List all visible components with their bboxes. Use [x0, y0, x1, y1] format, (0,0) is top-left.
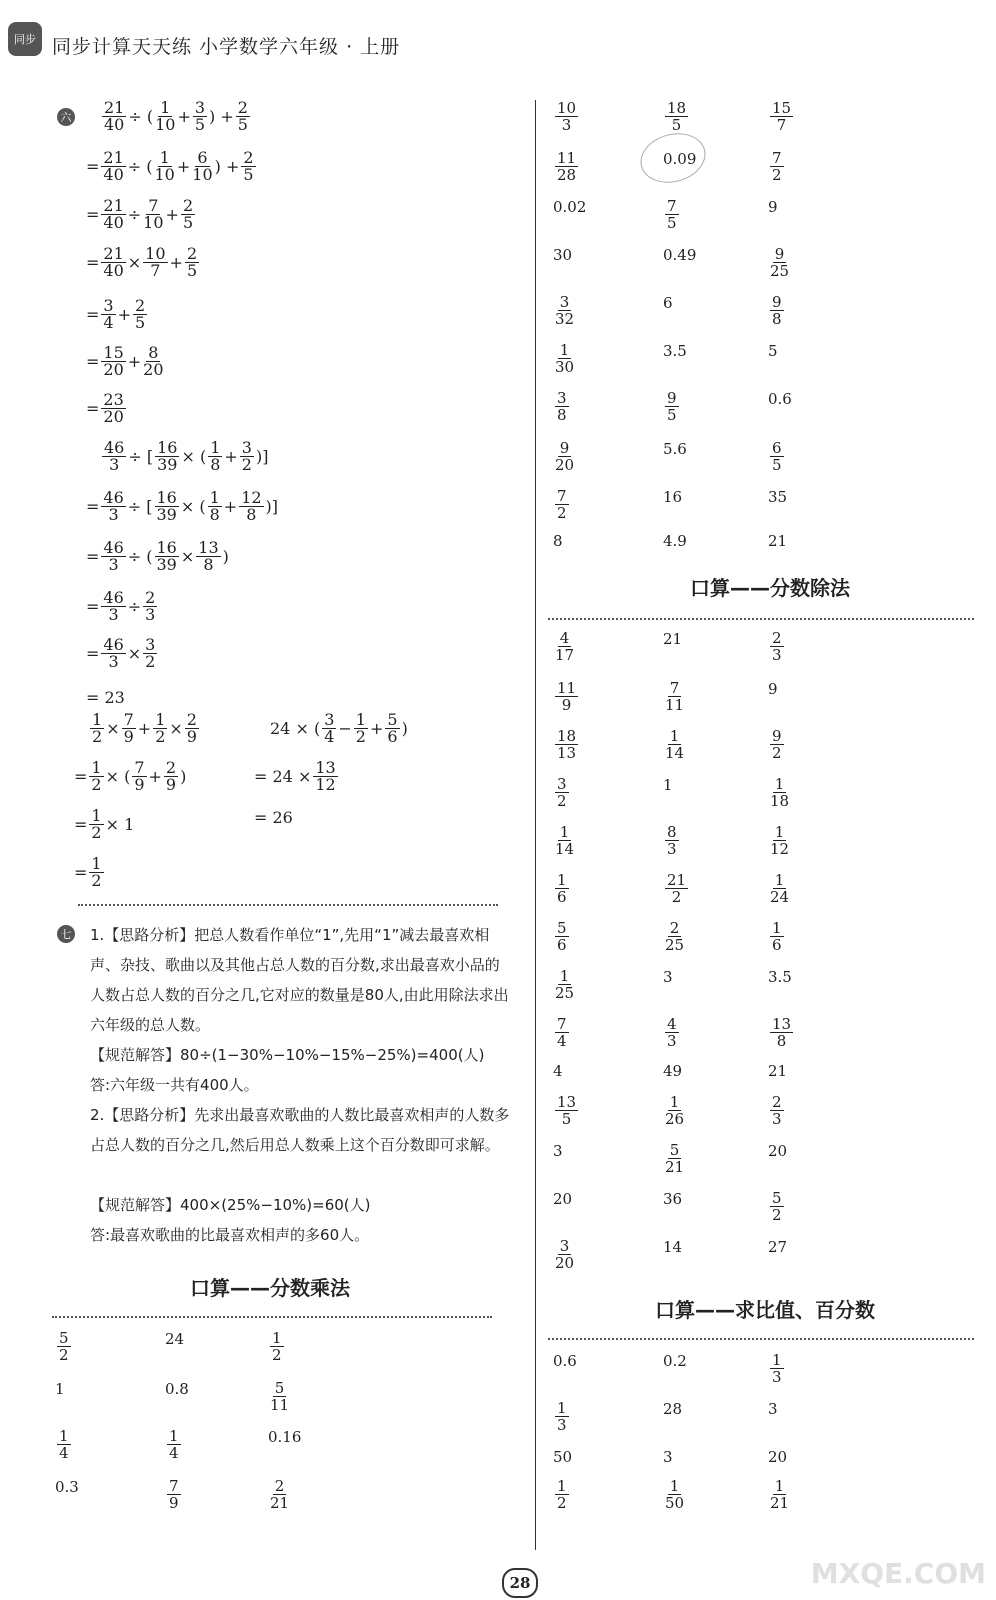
solution-text: 2.【思路分析】先求出最喜欢歌曲的人数比最喜欢相声的人数多占总人数的百分之几,然后用总人数乘上这个百分数即可求解。 — [90, 1106, 510, 1154]
answer-cell: 27 — [768, 1238, 788, 1256]
answer-cell: 3.5 — [768, 968, 792, 986]
answer-cell: 21 — [663, 630, 683, 648]
answer-cell: $\frac{13}{8}$ — [772, 1015, 792, 1050]
answer-cell: $\frac{2}{25}$ — [665, 919, 685, 954]
calc-line: = 21 40 ÷ 7 10 + 2 5 — [86, 196, 194, 232]
dotted-divider — [52, 1316, 492, 1318]
answer-cell: 0.3 — [55, 1478, 79, 1496]
answer-cell: $\frac{3}{8}$ — [557, 389, 567, 424]
answer-cell: $\frac{7}{9}$ — [169, 1477, 179, 1512]
solution-text: 1.【思路分析】把总人数看作单位“1”,先用“1”减去最喜欢相声、杂技、歌曲以及其他占总人数的百分数,求出最喜欢小品的人数占总人数的百分之几,它对应的数量是80人,由此用除法求出六年级的总人数。 — [90, 926, 509, 1034]
answer-cell: 3 — [663, 968, 673, 986]
answer-cell: 6 — [663, 294, 673, 312]
answer-cell: $\frac{9}{5}$ — [667, 389, 677, 424]
calc-line: 24 × ( 3 4 − 1 2 + 5 6 ) — [270, 710, 408, 746]
answer-cell: 21 — [768, 532, 788, 550]
answer-cell: 16 — [663, 488, 683, 506]
answer-cell: $\frac{10}{3}$ — [557, 99, 577, 134]
calc-line: = 21 40 × 10 7 + 2 5 — [86, 244, 198, 280]
solution-text: 答:六年级一共有400人。 — [90, 1076, 259, 1094]
answer-cell: $\frac{6}{5}$ — [772, 439, 782, 474]
answer-cell: $\frac{9}{25}$ — [770, 245, 790, 280]
answer-cell: $\frac{1}{21}$ — [770, 1477, 790, 1512]
answer-cell: $\frac{1}{14}$ — [555, 823, 575, 858]
calc-line: = 23 20 — [86, 390, 124, 426]
answer-cell: 8 — [553, 532, 563, 550]
calc-line: = 46 3 ÷ [ 16 39 × ( 1 8 + 12 8 )] — [86, 488, 279, 524]
answer-cell: $\frac{9}{8}$ — [772, 293, 782, 328]
stamp-mark — [635, 126, 711, 189]
answer-cell: 20 — [768, 1448, 788, 1466]
calc-line: = 1 2 × 1 — [74, 806, 135, 842]
answer-cell: 4 — [553, 1062, 563, 1080]
answer-cell: $\frac{1}{14}$ — [665, 727, 685, 762]
watermark: MXQE.COM — [810, 1557, 986, 1590]
calc-line: 21 40 ÷ ( 1 10 + 3 5 ) + 2 5 — [104, 98, 248, 134]
answer-cell: 5.6 — [663, 440, 687, 458]
answer-cell: 0.6 — [768, 390, 792, 408]
calc-line: = 3 4 + 2 5 — [86, 296, 146, 332]
answer-cell: $\frac{1}{18}$ — [770, 775, 790, 810]
answer-cell: $\frac{18}{5}$ — [667, 99, 687, 134]
calc-line: 1 2 × 7 9 + 1 2 × 2 9 — [92, 710, 197, 746]
answer-cell: 0.02 — [553, 198, 587, 216]
dotted-divider — [548, 618, 974, 620]
answer-cell: $\frac{4}{17}$ — [555, 629, 575, 664]
calc-line: = 21 40 ÷ ( 1 10 + 6 10 ) + 2 5 — [86, 148, 254, 184]
answer-cell: $\frac{21}{2}$ — [667, 871, 687, 906]
answer-cell: $\frac{1}{50}$ — [665, 1477, 685, 1512]
answer-cell: 20 — [768, 1142, 788, 1160]
answer-cell: $\frac{8}{3}$ — [667, 823, 677, 858]
answer-cell: $\frac{1}{24}$ — [770, 871, 790, 906]
answer-cell: $\frac{5}{6}$ — [557, 919, 567, 954]
answer-cell: $\frac{1}{26}$ — [665, 1093, 685, 1128]
answer-cell: 35 — [768, 488, 788, 506]
answer-cell: $\frac{5}{2}$ — [59, 1329, 69, 1364]
answer-cell: $\frac{11}{28}$ — [557, 149, 577, 184]
calc-line: 46 3 ÷ [ 16 39 × ( 1 8 + 3 2 )] — [104, 438, 269, 474]
answer-cell: 1 — [55, 1380, 65, 1398]
calc-line: = 23 — [86, 688, 125, 707]
answer-cell: $\frac{7}{2}$ — [772, 149, 782, 184]
answer-cell: $\frac{7}{4}$ — [557, 1015, 567, 1050]
section-marker: 六 — [57, 108, 75, 126]
calc-line: = 46 3 × 3 2 — [86, 635, 156, 671]
answer-cell: 30 — [553, 246, 573, 264]
answer-cell: $\frac{1}{4}$ — [59, 1427, 69, 1462]
answer-cell: 1 — [663, 776, 673, 794]
answer-cell: 0.16 — [268, 1428, 302, 1446]
answer-cell: 5 — [768, 342, 778, 360]
page-header — [0, 0, 996, 90]
answer-cell: 14 — [663, 1238, 683, 1256]
calc-line: = 46 3 ÷ 2 3 — [86, 588, 156, 624]
section-title: 口算——分数乘法 — [190, 1276, 350, 1300]
solution-text: 答:最喜欢歌曲的比最喜欢相声的多60人。 — [90, 1226, 370, 1244]
answer-cell: $\frac{9}{2}$ — [772, 727, 782, 762]
answer-cell: $\frac{9}{20}$ — [555, 439, 575, 474]
answer-cell: 20 — [553, 1190, 573, 1208]
answer-cell: 9 — [768, 680, 778, 698]
answer-cell: $\frac{7}{2}$ — [557, 487, 567, 522]
answer-cell: $\frac{2}{3}$ — [772, 1093, 782, 1128]
calc-line: = 15 20 + 8 20 — [86, 343, 164, 379]
answer-cell: $\frac{2}{3}$ — [772, 629, 782, 664]
answer-cell: 3 — [768, 1400, 778, 1418]
answer-cell: 3 — [663, 1448, 673, 1466]
page-number: 28 — [502, 1568, 538, 1598]
answer-cell: $\frac{1}{25}$ — [555, 967, 575, 1002]
column-divider — [535, 100, 536, 1550]
answer-cell: $\frac{1}{3}$ — [772, 1351, 782, 1386]
answer-cell: $\frac{1}{2}$ — [272, 1329, 282, 1364]
answer-cell: $\frac{13}{5}$ — [557, 1093, 577, 1128]
answer-cell: $\frac{3}{32}$ — [555, 293, 575, 328]
answer-cell: $\frac{1}{3}$ — [557, 1399, 567, 1434]
answer-cell: $\frac{5}{11}$ — [270, 1379, 290, 1414]
answer-cell: $\frac{1}{4}$ — [169, 1427, 179, 1462]
answer-cell: $\frac{11}{9}$ — [557, 679, 577, 714]
answer-cell: 0.8 — [165, 1380, 189, 1398]
answer-cell: $\frac{5}{21}$ — [665, 1141, 685, 1176]
answer-cell: $\frac{1}{6}$ — [557, 871, 567, 906]
answer-cell: $\frac{1}{2}$ — [557, 1477, 567, 1512]
answer-cell: 50 — [553, 1448, 573, 1466]
answer-cell: 3.5 — [663, 342, 687, 360]
solution-text: 【规范解答】80÷(1−30%−10%−15%−25%)=400(人) — [90, 1046, 485, 1064]
header-title: 同步计算天天练 小学数学六年级 · 上册 — [52, 36, 401, 58]
dotted-divider — [548, 1338, 974, 1340]
solution-text: 【规范解答】400×(25%−10%)=60(人) — [90, 1196, 371, 1214]
dotted-divider — [78, 904, 498, 906]
answer-cell: $\frac{15}{7}$ — [772, 99, 792, 134]
answer-cell: $\frac{2}{21}$ — [270, 1477, 290, 1512]
answer-cell: $\frac{4}{3}$ — [667, 1015, 677, 1050]
calc-line: = 24 × 13 12 — [254, 758, 336, 794]
answer-cell: 28 — [663, 1400, 683, 1418]
answer-cell: $\frac{5}{2}$ — [772, 1189, 782, 1224]
calc-line: = 26 — [254, 808, 293, 827]
book-logo: 同步 — [8, 22, 42, 56]
section-title: 口算——分数除法 — [690, 576, 850, 600]
answer-cell: 9 — [768, 198, 778, 216]
section-title: 口算——求比值、百分数 — [655, 1298, 875, 1322]
answer-cell: 3 — [553, 1142, 563, 1160]
answer-cell: 0.2 — [663, 1352, 687, 1370]
answer-cell: $\frac{1}{12}$ — [770, 823, 790, 858]
answer-cell: 4.9 — [663, 532, 687, 550]
answer-cell: 21 — [768, 1062, 788, 1080]
answer-cell: 0.6 — [553, 1352, 577, 1370]
answer-cell: 0.09 — [663, 150, 697, 168]
answer-cell: $\frac{7}{11}$ — [665, 679, 685, 714]
calc-line: = 46 3 ÷ ( 16 39 × 13 8 ) — [86, 538, 229, 574]
answer-cell: 49 — [663, 1062, 683, 1080]
calc-line: = 1 2 — [74, 854, 102, 890]
calc-line: = 1 2 × ( 7 9 + 2 9 ) — [74, 758, 187, 794]
answer-cell: 24 — [165, 1330, 185, 1348]
answer-cell: $\frac{1}{30}$ — [555, 341, 575, 376]
answer-cell: $\frac{7}{5}$ — [667, 197, 677, 232]
answer-cell: 0.49 — [663, 246, 697, 264]
section-marker: 七 — [57, 925, 75, 943]
answer-cell: $\frac{3}{2}$ — [557, 775, 567, 810]
answer-cell: $\frac{1}{6}$ — [772, 919, 782, 954]
answer-cell: $\frac{18}{13}$ — [557, 727, 577, 762]
answer-cell: $\frac{3}{20}$ — [555, 1237, 575, 1272]
answer-cell: 36 — [663, 1190, 683, 1208]
